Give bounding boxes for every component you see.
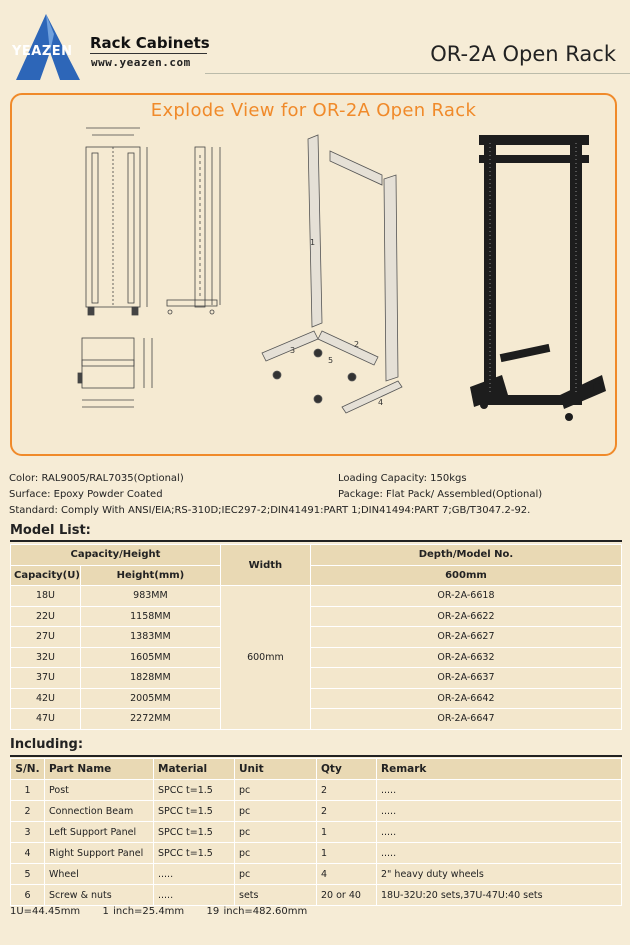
cell-unit: pc (235, 801, 317, 822)
cell-capacity: 18U (11, 586, 81, 607)
cell-model: OR-2A-6622 (310, 606, 621, 627)
unit-conversions (10, 906, 307, 917)
u-conversion: 1U=44.45mm (10, 906, 81, 917)
table-row (11, 688, 622, 709)
cell-sn: 2 (11, 801, 45, 822)
rack-conversion: 19 inch=482.60mm (206, 906, 308, 917)
header-line (205, 73, 630, 74)
col-capacity-height: Capacity/Height (11, 545, 221, 566)
cell-capacity: 37U (11, 668, 81, 689)
table-row (11, 647, 622, 668)
cell-qty: 1 (317, 843, 377, 864)
cell-height: 2272MM (80, 709, 220, 730)
cell-remark: ..... (377, 780, 622, 801)
cell-unit: pc (235, 780, 317, 801)
cell-part: Wheel (45, 864, 154, 885)
front-view-drawing (86, 128, 147, 315)
table-row (11, 606, 622, 627)
col-remark: Remark (377, 759, 622, 780)
table-row (11, 709, 622, 730)
cell-material: ..... (154, 864, 235, 885)
cell-part: Screw & nuts (45, 885, 154, 906)
cell-height: 1383MM (80, 627, 220, 648)
cell-capacity: 27U (11, 627, 81, 648)
cell-unit: pc (235, 822, 317, 843)
cell-material: SPCC t=1.5 (154, 780, 235, 801)
table-row (11, 668, 622, 689)
including-rule (10, 755, 622, 757)
cell-model: OR-2A-6627 (310, 627, 621, 648)
col-capacity: Capacity(U) (11, 565, 81, 586)
col-depth: 600mm (310, 565, 621, 586)
cell-height: 2005MM (80, 688, 220, 709)
col-width: Width (220, 545, 310, 586)
cell-part: Post (45, 780, 154, 801)
callout-3: 3 (290, 346, 296, 355)
col-depth-model: Depth/Model No. (310, 545, 621, 566)
cell-remark: ..... (377, 822, 622, 843)
cell-capacity: 42U (11, 688, 81, 709)
cell-sn: 3 (11, 822, 45, 843)
cell-part: Left Support Panel (45, 822, 154, 843)
spec-color: Color: RAL9005/RAL7035(Optional) (9, 473, 184, 484)
callout-1: 1 (310, 238, 316, 247)
spec-package: Package: Flat Pack/ Assembled(Optional) (338, 489, 543, 500)
table-row (11, 780, 622, 801)
cell-model: OR-2A-6637 (310, 668, 621, 689)
cell-qty: 2 (317, 780, 377, 801)
cell-model: OR-2A-6632 (310, 647, 621, 668)
cell-remark: 2" heavy duty wheels (377, 864, 622, 885)
col-unit: Unit (235, 759, 317, 780)
cell-qty: 2 (317, 801, 377, 822)
cell-unit: pc (235, 843, 317, 864)
header (0, 0, 630, 88)
cell-part: Right Support Panel (45, 843, 154, 864)
model-list-rule (10, 540, 622, 542)
cell-capacity: 22U (11, 606, 81, 627)
product-line: Rack Cabinets (90, 34, 210, 52)
cell-qty: 4 (317, 864, 377, 885)
cell-model: OR-2A-6618 (310, 586, 621, 607)
explode-view-drawing (12, 95, 615, 454)
cell-part: Connection Beam (45, 801, 154, 822)
table-row (11, 586, 622, 607)
spec-standard: Standard: Comply With ANSI/EIA;RS-310D;IEC297-2;DIN41491:PART 1;DIN41494:PART 7;GB/T3047.2-92. (9, 505, 531, 516)
table-row (11, 864, 622, 885)
col-qty: Qty (317, 759, 377, 780)
explode-view-title: Explode View for OR-2A Open Rack (150, 100, 477, 121)
including-heading: Including: (10, 737, 84, 752)
col-height: Height(mm) (80, 565, 220, 586)
table-row (11, 885, 622, 906)
cell-height: 1605MM (80, 647, 220, 668)
cell-width: 600mm (220, 586, 310, 730)
model-table (10, 544, 622, 730)
cell-material: ..... (154, 885, 235, 906)
callout-4: 4 (378, 398, 384, 407)
cell-sn: 4 (11, 843, 45, 864)
website-link[interactable]: www.yeazen.com (91, 56, 191, 69)
cell-height: 983MM (80, 586, 220, 607)
cell-material: SPCC t=1.5 (154, 801, 235, 822)
header-divider (90, 53, 207, 54)
cell-sn: 5 (11, 864, 45, 885)
inch-conversion: 1 inch=25.4mm (102, 906, 185, 917)
explode-view-panel (10, 93, 617, 456)
callout-2: 2 (354, 340, 360, 349)
cell-qty: 20 or 40 (317, 885, 377, 906)
spec-surface: Surface: Epoxy Powder Coated (9, 489, 163, 500)
spec-loading: Loading Capacity: 150kgs (338, 473, 467, 484)
col-sn: S/N. (11, 759, 45, 780)
including-table (10, 758, 622, 906)
cell-model: OR-2A-6647 (310, 709, 621, 730)
exploded-parts (262, 135, 402, 413)
table-row (11, 627, 622, 648)
open-rack-render (470, 135, 606, 421)
spec-list (9, 471, 624, 519)
callout-5: 5 (328, 356, 334, 365)
cell-capacity: 47U (11, 709, 81, 730)
brand-name: YEAZEN (12, 44, 73, 59)
cell-unit: pc (235, 864, 317, 885)
cell-sn: 6 (11, 885, 45, 906)
cell-material: SPCC t=1.5 (154, 843, 235, 864)
side-view-drawing (167, 147, 220, 314)
cell-remark: ..... (377, 801, 622, 822)
table-row (11, 843, 622, 864)
cell-height: 1828MM (80, 668, 220, 689)
cell-remark: ..... (377, 843, 622, 864)
cell-remark: 18U-32U:20 sets,37U-47U:40 sets (377, 885, 622, 906)
cell-capacity: 32U (11, 647, 81, 668)
cell-material: SPCC t=1.5 (154, 822, 235, 843)
model-list-heading: Model List: (10, 523, 91, 538)
cell-qty: 1 (317, 822, 377, 843)
cell-model: OR-2A-6642 (310, 688, 621, 709)
cell-unit: sets (235, 885, 317, 906)
table-row (11, 801, 622, 822)
table-row (11, 822, 622, 843)
top-view-drawing (78, 338, 152, 407)
col-part-name: Part Name (45, 759, 154, 780)
page-title: OR-2A Open Rack (430, 42, 616, 66)
col-material: Material (154, 759, 235, 780)
cell-height: 1158MM (80, 606, 220, 627)
cell-sn: 1 (11, 780, 45, 801)
